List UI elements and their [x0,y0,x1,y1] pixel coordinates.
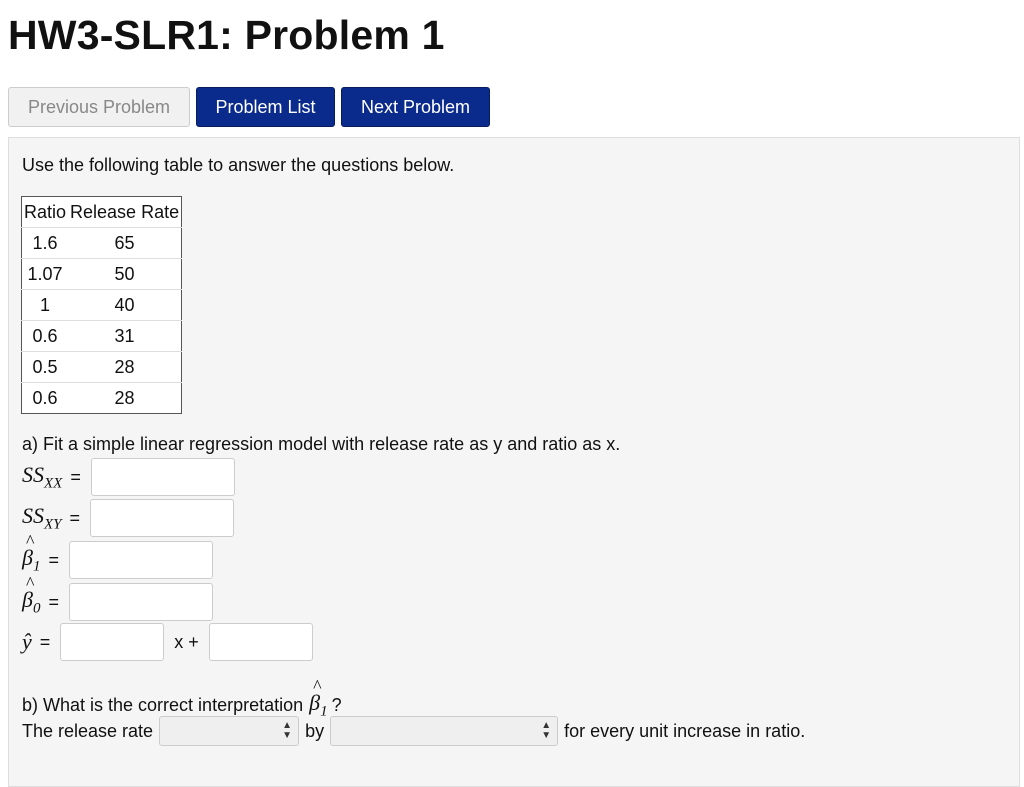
table-cell: 1.07 [22,259,69,290]
table-cell: 28 [68,383,182,414]
table-row [22,321,182,352]
problem-intro: Use the following table to answer the questions below. [22,155,455,175]
select-arrows-icon: ▲ ▼ [541,720,552,741]
column-header-ratio: Ratio [22,197,69,228]
beta0-hat-label: ^ $\beta_0$ [22,587,40,617]
page-title: HW3-SLR1: Problem 1 [8,12,445,58]
intercept-input[interactable] [209,623,313,661]
problem-panel [8,137,1020,787]
ssxx-row [22,458,235,496]
table-cell: 0.6 [22,321,69,352]
table-cell: 40 [68,290,182,321]
beta1-hat-label: ^ $\beta_1$ [309,690,327,720]
table-row [22,259,182,290]
table-cell: 31 [68,321,182,352]
equals-sign: = [48,549,59,570]
column-header-release-rate: Release Rate [68,197,182,228]
table-row [22,352,182,383]
sentence-end-text: for every unit increase in ratio. [564,720,806,741]
equals-sign: = [69,507,81,528]
table-row [22,290,182,321]
data-table [21,196,182,414]
problem-navigation [8,87,490,127]
slope-input[interactable] [60,623,164,661]
yhat-label: ŷ [22,629,32,654]
part-b-prompt: b) What is the correct interpretation ^ $\beta_1$ ? [22,690,342,720]
beta1-input[interactable] [69,541,213,579]
table-cell: 1.6 [22,228,69,259]
table-row [22,383,182,414]
equals-sign: = [48,591,59,612]
equals-sign: = [39,631,51,652]
ssxx-input[interactable] [91,458,235,496]
table-header-row [22,197,182,228]
previous-problem-button[interactable]: Previous Problem [8,87,190,127]
table-row [22,228,182,259]
part-a-prompt: a) Fit a simple linear regression model with release rate as y and ratio as x. [22,434,621,454]
part-b-sentence [22,716,805,746]
table-cell: 65 [68,228,182,259]
beta0-input[interactable] [69,583,213,621]
sentence-start-text: The release rate [22,720,154,741]
ssxy-label: $SS_{XY}$ [22,502,62,533]
table-cell: 0.6 [22,383,69,414]
sentence-by-text: by [305,720,325,741]
table-cell: 1 [22,290,69,321]
beta1-hat-label: ^ $\beta_1$ [22,545,40,575]
table-cell: 0.5 [22,352,69,383]
ssxx-label: $SS_{XX}$ [22,461,63,492]
ssxy-input[interactable] [90,499,234,537]
equals-sign: = [70,466,81,487]
beta1-row [22,541,213,579]
select-arrows-icon: ▲ ▼ [282,720,293,741]
problem-list-button[interactable]: Problem List [196,87,335,127]
change-direction-select[interactable] [159,716,299,746]
table-cell: 28 [68,352,182,383]
change-amount-select[interactable] [330,716,558,746]
ssxy-row [22,499,234,537]
x-plus-label: x + [174,631,199,652]
beta0-row [22,583,213,621]
table-cell: 50 [68,259,182,290]
yhat-row [22,623,313,661]
next-problem-button[interactable]: Next Problem [341,87,490,127]
